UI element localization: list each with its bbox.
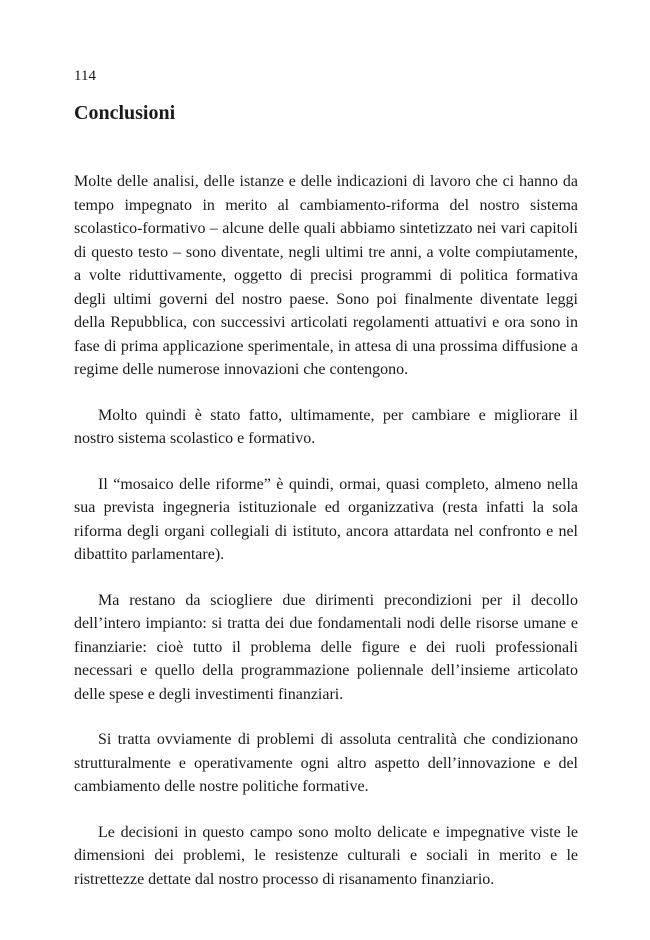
paragraph: Ma restano da sciogliere due dirimenti precondizioni per il decollo dell’intero impianto: si tratta dei due fondamentali nodi delle risorse umane e finanziarie: cioè tutto il problema delle figure e dei ruoli professionali necessari e quello della programmazione poliennale dell’insieme articolato delle spese e degli investimenti finanziari.	[74, 591, 578, 703]
page-number: 114	[74, 68, 96, 84]
paragraph: Molte delle analisi, delle istanze e delle indicazioni di lavoro che ci hanno da tempo impegnato in merito al cambiamento-riforma del nostro sistema scolastico-formativo – alcune delle quali abbiamo sintetizzato nei vari capitoli di questo testo – sono diventate, negli ultimi tre anni, a volte compiutamente, a volte riduttivamente, oggetto di precisi programmi di politica formativa degli ultimi governi del nostro paese. Sono poi finalmente diventate leggi della Repubblica, con successivi articolati regolamenti attuativi e ora sono in fase di prima applicazione sperimentale, in attesa di una prossima diffusione a regime delle numerose innovazioni che contengono.	[74, 173, 578, 378]
paragraph: Molto quindi è stato fatto, ultimamente, per cambiare e migliorare il nostro sistema scolastico e formativo.	[74, 406, 578, 447]
paragraph: Le decisioni in questo campo sono molto delicate e impegnative viste le dimensioni dei problemi, le resistenze culturali e sociali in merito e le ristrettezze dettate dal nostro processo di risanamento finanziario.	[74, 823, 578, 888]
chapter-title: Conclusioni	[74, 102, 176, 124]
paragraph: Il “mosaico delle riforme” è quindi, ormai, quasi completo, almeno nella sua prevista ingegneria istituzionale ed organizzativa (resta infatti la sola riforma degli organi collegiali di istituto, ancora attardata nel confronto e nel dibattito parlamentare).	[74, 475, 578, 563]
body-text	[74, 170, 578, 891]
document-page	[74, 66, 578, 913]
paragraph: Si tratta ovviamente di problemi di assoluta centralità che condizionano strutturalmente e operativamente ogni altro aspetto dell’innovazione e del cambiamento delle nostre politiche formative.	[74, 731, 578, 795]
